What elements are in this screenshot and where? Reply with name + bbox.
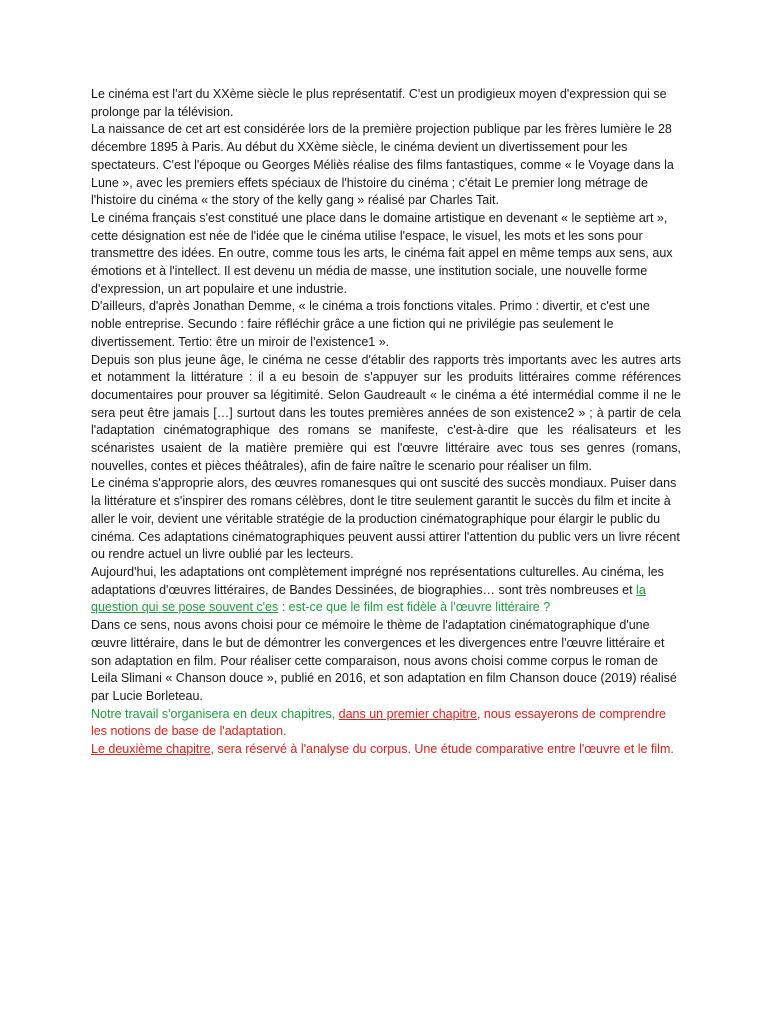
paragraph-7 [91, 564, 681, 617]
paragraph-4: D'ailleurs, d'après Jonathan Demme, « le cinéma a trois fonctions vitales. Primo : divertir, et c'est une noble entreprise. Secundo : faire réfléchir grâce a une fiction qui ne privilégie pas seulement le divertissement. Tertio: être un miroir de l'existence1 ». [91, 299, 650, 349]
question-highlight-underlined: la question qui se pose souvent c'es [91, 582, 646, 615]
paragraph-2: La naissance de cet art est considérée lors de la première projection publique par les frères lumière le 28 décembre 1895 à Paris. Au début du XXème siècle, le cinéma devient un divertissement pour les spectateurs. C'est l'époque ou Georges Méliès réalise des films fantastiques, comme « le Voyage dans la Lune », avec les premiers effets spéciaux de l'histoire du cinéma ; c'était Le premier long métrage de l'histoire du cinéma « the story of the kelly gang » réalisé par Charles Tait. [91, 122, 674, 208]
second-chapter-text: , sera réservé à l'analyse du corpus. Une étude comparative entre l'œuvre et le film. [210, 742, 674, 757]
first-chapter-underlined: dans un premier chapitre [338, 706, 477, 721]
paragraph-5: Depuis son plus jeune âge, le cinéma ne cesse d'établir des rapports très importants avec les autres arts et notamment la littérature : il a eu besoin de s'appuyer sur les produits littéraires comme références documentaires pour prouver sa légitimité. Selon Gaudreault « le cinéma a été intermédial comme il ne le sera peut être jamais […] surtout dans les toutes premières années de son existence2 » ; à partir de cela l'adaptation cinématographique des romans se manifeste, c'est-à-dire que les réalisateurs et les scénaristes usaient de la matière première qui est l'œuvre littéraire avec tous ses genres (romans, nouvelles, contes et pièces théâtrales), afin de faire naître le scenario pour réaliser un film. [91, 352, 681, 473]
paragraph-3: Le cinéma français s'est constitué une place dans le domaine artistique en devenant « le septième art », cette désignation est née de l'idée que le cinéma utilise l'espace, le visuel, les mots et les sons pour transmettre des idées. En outre, comme tous les arts, le cinéma fait appel en même temps aux sens, aux émotions et à l'intellect. Il est devenu un média de masse, une institution sociale, une nouvelle forme d'expression, un art populaire et une industrie. [91, 210, 673, 296]
paragraph-6: Le cinéma s'approprie alors, des œuvres romanesques qui ont suscité des succès mondiaux. Puiser dans la littérature et s'inspirer des romans célèbres, dont le titre seulement garantit le succès du film et incite à aller le voir, devient une véritable stratégie de la production cinématographique pour élargir le public du cinéma. Ces adaptations cinématographiques peuvent aussi attirer l'attention du public vers un livre récent ou rendre actuel un livre oublié par les lecteurs. [91, 476, 680, 562]
paragraph-9 [91, 706, 681, 741]
first-chapter-text: , nous essayerons de comprendre les notions de base de l'adaptation. [91, 706, 666, 739]
paragraph-1: Le cinéma est l'art du XXème siècle le plus représentatif. C'est un prodigieux moyen d'expression qui se prolonge par la télévision. [91, 87, 667, 119]
plan-intro-green: Notre travail s'organisera en deux chapitres, [91, 706, 339, 721]
second-chapter-underlined: Le deuxième chapitre [91, 742, 211, 757]
question-highlight: : est-ce que le film est fidèle à l'œuvre littéraire ? [278, 600, 551, 615]
document-body [91, 86, 681, 759]
paragraph-7-text: Aujourd'hui, les adaptations ont complètement imprégné nos représentations culturelles. Au cinéma, les adaptations d'œuvres littéraires, de Bandes Dessinées, de biographies… sont très nombreuses et [91, 564, 664, 597]
paragraph-8: Dans ce sens, nous avons choisi pour ce mémoire le thème de l'adaptation cinématographique d'une œuvre littéraire, dans le but de démontrer les convergences et les divergences entre l'œuvre littéraire et son adaptation en film. Pour réaliser cette comparaison, nous avons choisi comme corpus le roman de Leila Slimani « Chanson douce », publié en 2016, et son adaptation en film Chanson douce (2019) réalisé par Lucie Borleteau. [91, 618, 677, 703]
paragraph-10 [91, 741, 681, 759]
